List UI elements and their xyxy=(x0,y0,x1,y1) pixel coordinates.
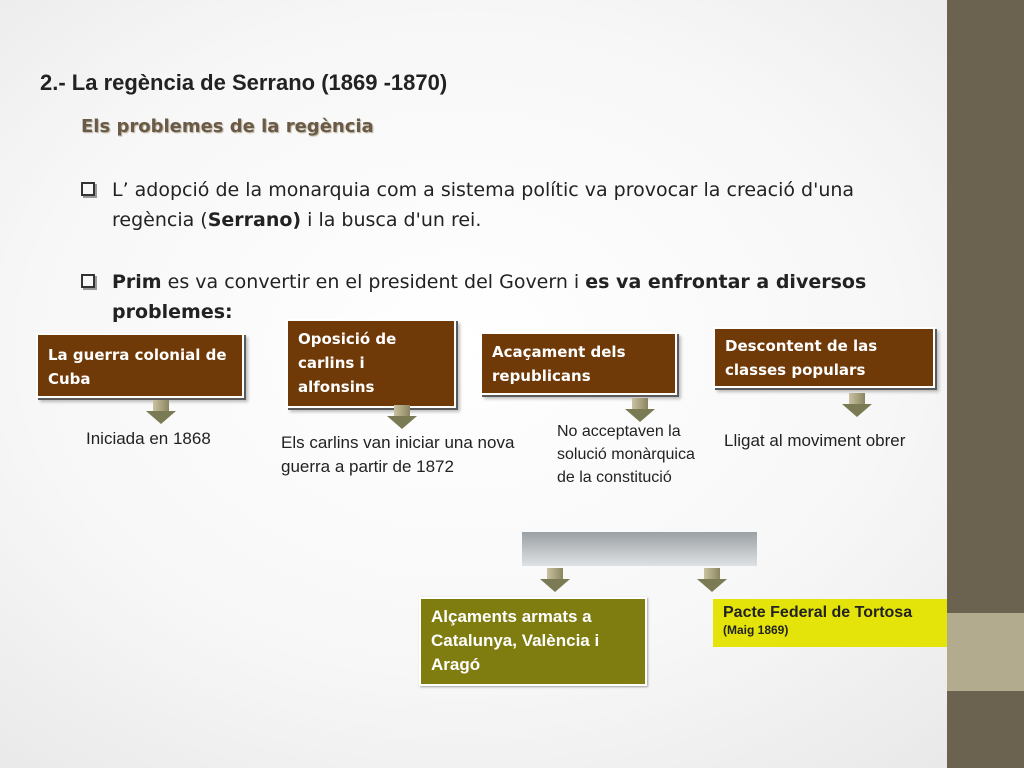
note-republicans: No acceptaven la solució monàrquica de la constitució xyxy=(557,423,695,486)
connector-bar xyxy=(522,532,757,566)
slide-title: 2.- La regència de Serrano (1869 -1870) xyxy=(40,70,448,95)
problem-box-discontent: Descontent de las classes populars xyxy=(713,327,935,388)
pact-title: Pacte Federal de Tortosa xyxy=(723,604,913,621)
checkbox-bullet-icon xyxy=(81,182,95,196)
down-arrow-icon xyxy=(387,405,417,429)
outcome-uprisings-box: Alçaments armats a Catalunya, València i Aragó xyxy=(419,597,647,686)
problem-box-republicans: Acaçament dels republicans xyxy=(480,332,677,395)
down-arrow-icon xyxy=(146,400,176,424)
down-arrow-icon xyxy=(697,568,727,592)
side-bar-accent xyxy=(947,613,1024,691)
problem-box-opposition: Oposició de carlins i alfonsins xyxy=(286,319,456,408)
note-discontent: Lligat al moviment obrer xyxy=(724,431,906,450)
outcome-pact-box xyxy=(713,599,947,647)
problem-box-colonial-war: La guerra colonial de Cuba xyxy=(36,333,244,398)
note-colonial-war: Iniciada en 1868 xyxy=(86,429,211,448)
bullet-prim-text: Prim es va convertir en el president del Govern i es va enfrontar a diversos problemes: xyxy=(112,271,867,323)
down-arrow-icon xyxy=(540,568,570,592)
checkbox-bullet-icon xyxy=(81,274,95,288)
bullet-regency-text: L’ adopció de la monarquia com a sistema polític va provocar la creació d'una regència (Serrano) i la busca d'un rei. xyxy=(112,179,855,231)
down-arrow-icon xyxy=(625,398,655,422)
slide-subtitle: Els problemes de la regència xyxy=(81,116,374,137)
bullet-prim xyxy=(81,267,911,327)
bullet-regency xyxy=(81,175,911,235)
pact-date: (Maig 1869) xyxy=(723,623,789,637)
note-opposition: Els carlins van iniciar una nova guerra a partir de 1872 xyxy=(281,433,515,476)
down-arrow-icon xyxy=(842,393,872,417)
